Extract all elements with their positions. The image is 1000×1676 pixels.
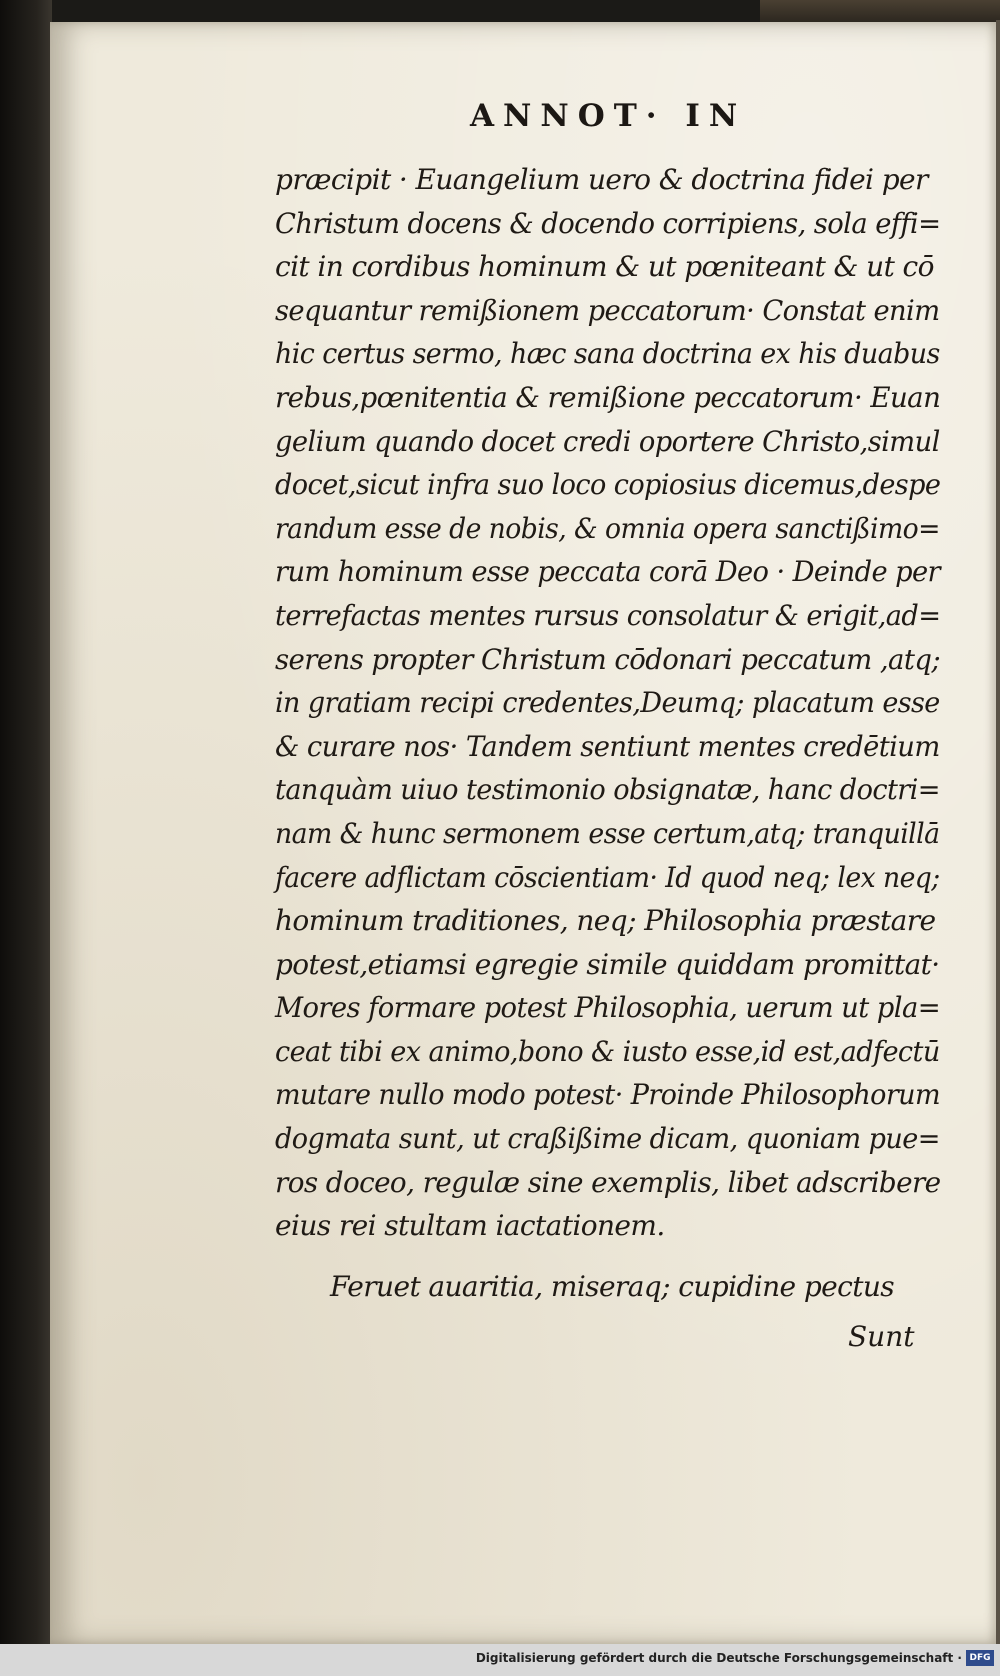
- text-line: ros doceo, regulæ sine exemplis, libet adscribere: [275, 1165, 941, 1199]
- text-line: in gratiam recipi credentes,Deumq; placatum esse: [275, 686, 940, 720]
- text-line: ceat tibi ex animo,bono & iusto esse,id est,adfectū: [275, 1034, 940, 1068]
- book-spine-shadow: [0, 0, 52, 1676]
- body-text: [275, 158, 940, 1248]
- text-line: potest,etiamsi egregie simile quiddam promittat·: [275, 947, 940, 981]
- text-line: eius rei stultam iactationem.: [275, 1209, 665, 1243]
- verse-line: Feruet auaritia, miseraq; cupidine pectus: [330, 1270, 895, 1303]
- text-line: tanquàm uiuo testimonio obsignatæ, hanc doctri=: [275, 773, 940, 807]
- text-line: cit in cordibus hominum & ut pœniteant & ut cō: [275, 250, 934, 284]
- text-line: rebus,pœnitentia & remißione peccatorum· Euan: [275, 380, 941, 414]
- text-line: Christum docens & docendo corripiens, sola effi=: [275, 206, 941, 240]
- text-line: dogmata sunt, ut craßißime dicam, quoniam pue=: [275, 1122, 940, 1156]
- text-line: terrefactas mentes rursus consolatur & erigit,ad=: [275, 598, 941, 632]
- page-right-edge: [996, 20, 1000, 1646]
- text-line: hominum traditiones, neq; Philosophia præstare: [275, 904, 936, 938]
- text-line: sequantur remißionem peccatorum· Constat enim: [275, 293, 940, 327]
- text-line: mutare nullo modo potest· Proinde Philosophorum: [275, 1078, 941, 1112]
- text-line: facere adflictam cōscientiam· Id quod neq; lex neq;: [275, 860, 940, 894]
- text-line: præcipit · Euangelium uero & doctrina fidei per: [275, 163, 928, 196]
- text-line: rum hominum esse peccata corā Deo · Deinde per: [275, 555, 940, 589]
- text-line: randum esse de nobis, & omnia opera sanctißimo=: [275, 511, 940, 545]
- text-line: Mores formare potest Philosophia, uerum ut pla=: [275, 991, 941, 1025]
- text-line: & curare nos· Tandem sentiunt mentes credētium: [275, 729, 940, 763]
- text-line: nam & hunc sermonem esse certum,atq; tranquillā: [275, 816, 940, 850]
- funding-credit: Digitalisierung gefördert durch die Deutsche Forschungsgemeinschaft ·: [475, 1651, 962, 1665]
- text-line: serens propter Christum cōdonari peccatum ,atq;: [275, 642, 941, 676]
- text-line: hic certus sermo, hæc sana doctrina ex his duabus: [275, 337, 940, 371]
- text-line: gelium quando docet credi oportere Christo,simul: [275, 424, 940, 458]
- page-top-edge: [760, 0, 1000, 24]
- dfg-logo: DFG: [966, 1650, 994, 1666]
- text-line: docet,sicut infra suo loco copiosius dicemus,despe: [275, 468, 941, 502]
- running-head: ANNOT· IN: [470, 98, 747, 134]
- catchword: Sunt: [848, 1320, 915, 1353]
